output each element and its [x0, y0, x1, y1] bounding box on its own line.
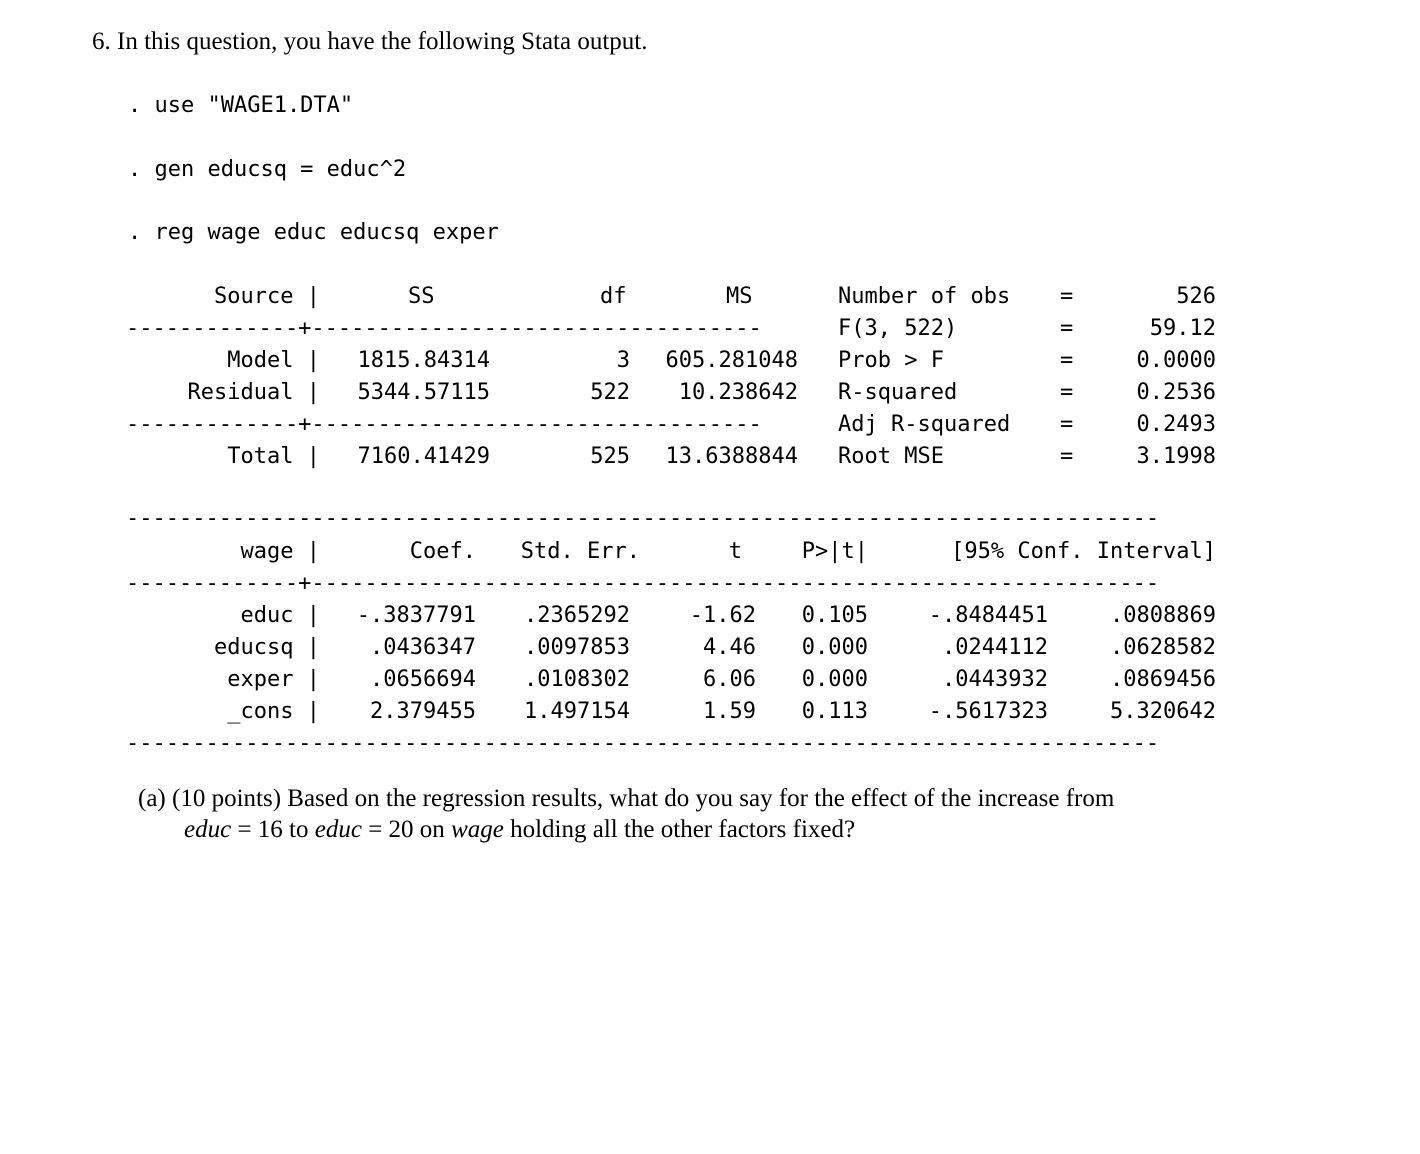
stat-label: Adj R-squared [838, 412, 1011, 437]
coef-mid-rule: -------------+---------------------------------------------------------------- [126, 571, 1160, 596]
anova-row-ms: 10.238642 [678, 380, 798, 405]
anova-row-ss: 7160.41429 [357, 444, 490, 469]
stat-equals: = [1060, 412, 1074, 437]
coef-row-t: 6.06 [703, 667, 756, 692]
command-use: . use "WAGE1.DTA" [128, 93, 354, 118]
coef-row-t: -1.62 [689, 603, 756, 628]
question-number: 6. [92, 28, 111, 55]
anova-row-df: 3 [616, 348, 630, 373]
coef-header-p: P>|t| [801, 539, 868, 564]
part-a-eq2: = 20 on [361, 816, 452, 843]
coef-row-var: _cons | [227, 699, 320, 724]
coef-row-var: exper | [227, 667, 320, 692]
coef-row-se: 1.497154 [524, 699, 630, 724]
coef-row-coef: -.3837791 [356, 603, 476, 628]
command-reg: . reg wage educ educsq exper [128, 220, 499, 245]
coef-header-se: Std. Err. [520, 539, 640, 564]
stat-label: Number of obs [838, 284, 1011, 309]
part-a-line-1 [138, 783, 1338, 814]
stat-value: 0.0000 [1136, 348, 1216, 373]
part-a-question [138, 783, 1338, 845]
command-gen: . gen educsq = educ^2 [128, 157, 407, 182]
anova-row-ms: 605.281048 [665, 348, 798, 373]
coef-row-ci-high: .0869456 [1110, 667, 1216, 692]
anova-row-df: 525 [590, 444, 630, 469]
var-educ: educ [184, 816, 232, 843]
coef-row-ci-low: .0244112 [942, 635, 1048, 660]
anova-header-source: Source | [214, 284, 320, 309]
question-intro: In this question, you have the following Stata output. [117, 28, 648, 55]
coef-row-p: 0.000 [801, 635, 868, 660]
stat-value: 59.12 [1149, 316, 1216, 341]
stat-equals: = [1060, 444, 1074, 469]
var-wage: wage [451, 816, 504, 843]
coef-row-ci-low: -.5617323 [928, 699, 1048, 724]
part-a-points: (10 points) [172, 785, 282, 812]
stat-equals: = [1060, 348, 1074, 373]
anova-separator: -------------+---------------------------------- [126, 316, 762, 341]
coef-row-var: educ | [240, 603, 320, 628]
var-educ: educ [314, 816, 362, 843]
coef-row-p: 0.113 [801, 699, 868, 724]
stat-label: Prob > F [838, 348, 944, 373]
part-a-eq1: = 16 to [231, 816, 315, 843]
anova-header-ms: MS [726, 284, 753, 309]
coef-row-t: 1.59 [703, 699, 756, 724]
coef-row-se: .2365292 [524, 603, 630, 628]
coef-row-se: .0097853 [524, 635, 630, 660]
coef-header-coef: Coef. [409, 539, 476, 564]
coef-row-ci-low: .0443932 [942, 667, 1048, 692]
anova-row-ss: 1815.84314 [357, 348, 490, 373]
coef-header-var: wage | [240, 539, 320, 564]
coef-row-p: 0.000 [801, 667, 868, 692]
stat-value: 0.2536 [1136, 380, 1216, 405]
stat-value: 526 [1176, 284, 1216, 309]
anova-row-source: Residual | [187, 380, 320, 405]
coef-row-se: .0108302 [524, 667, 630, 692]
part-a-label: (a) [138, 785, 166, 812]
coef-row-coef: 2.379455 [370, 699, 476, 724]
anova-row-source: Total | [227, 444, 320, 469]
coef-row-coef: .0656694 [370, 667, 476, 692]
anova-row-ss: 5344.57115 [357, 380, 490, 405]
stat-equals: = [1060, 380, 1074, 405]
stat-equals: = [1060, 284, 1074, 309]
coef-row-ci-low: -.8484451 [928, 603, 1048, 628]
anova-header-df: df [600, 284, 627, 309]
stat-equals: = [1060, 316, 1074, 341]
part-a-tail: holding all the other factors fixed? [503, 816, 856, 843]
anova-separator: -------------+---------------------------------- [126, 412, 762, 437]
coef-top-rule: ------------------------------------------------------------------------------ [126, 506, 1160, 531]
coef-header-t: t [728, 539, 742, 564]
coef-row-var: educsq | [214, 635, 320, 660]
coef-header-ci: [95% Conf. Interval] [951, 539, 1216, 564]
coef-row-ci-high: .0628582 [1110, 635, 1216, 660]
anova-header-ss: SS [408, 284, 435, 309]
coef-row-coef: .0436347 [370, 635, 476, 660]
stat-value: 0.2493 [1136, 412, 1216, 437]
anova-row-source: Model | [227, 348, 320, 373]
anova-row-ms: 13.6388844 [665, 444, 798, 469]
coef-row-ci-high: 5.320642 [1110, 699, 1216, 724]
coef-row-p: 0.105 [801, 603, 868, 628]
part-a-line-2 [138, 814, 1338, 845]
stat-label: F(3, 522) [838, 316, 958, 341]
stat-label: R-squared [838, 380, 958, 405]
part-a-text: Based on the regression results, what do you say for the effect of the increase from [287, 785, 1115, 812]
stat-value: 3.1998 [1136, 444, 1216, 469]
stat-label: Root MSE [838, 444, 944, 469]
coef-row-t: 4.46 [703, 635, 756, 660]
coef-bottom-rule: ------------------------------------------------------------------------------ [126, 731, 1160, 756]
question-heading [92, 28, 648, 56]
anova-row-df: 522 [590, 380, 630, 405]
coef-row-ci-high: .0808869 [1110, 603, 1216, 628]
